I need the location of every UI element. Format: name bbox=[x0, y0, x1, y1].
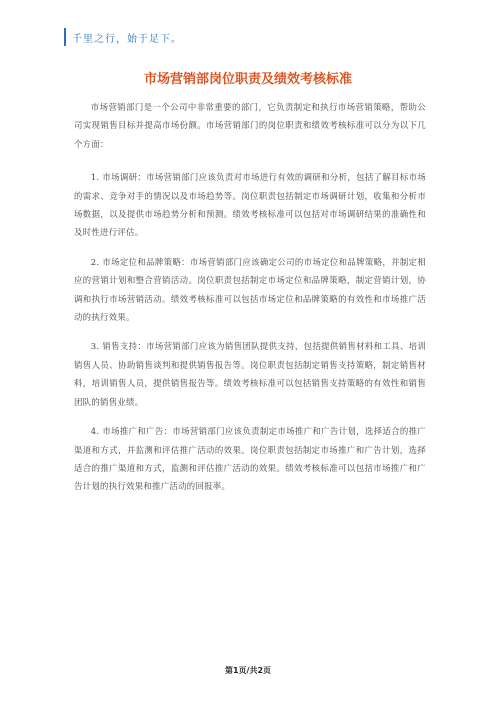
paragraph-market-research: 1. 市场调研：市场营销部门应该负责对市场进行有效的调研和分析，包括了解目标市场的需求、竞争对手的情况以及市场趋势等。岗位职责包括制定市场调研计划，收集和分析市场数据，以及提供市场趋势分析和预测。绩效考核标准可以包括对市场调研结果的准确性和及时性进行评估。 bbox=[74, 172, 426, 238]
page-header bbox=[64, 28, 182, 46]
paragraph-promotion-ads: 4. 市场推广和广告：市场营销部门应该负责制定市场推广和广告计划，选择适合的推广渠道和方式，并监测和评估推广活动的效果。岗位职责包括制定市场推广和广告计划，选择适合的推广渠道和方式，监测和评估推广活动的效果。绩效考核标准可以包括市场推广和广告计划的执行效果和推广活动的回报率。 bbox=[74, 426, 426, 492]
paragraph-sales-support: 3. 销售支持：市场营销部门应该为销售团队提供支持，包括提供销售材料和工具、培训销售人员、协助销售谈判和提供销售报告等。岗位职责包括制定销售支持策略，制定销售材料，培训销售人员，提供销售报告等。绩效考核标准可以包括销售支持策略的有效性和销售团队的销售业绩。 bbox=[74, 341, 426, 407]
intro-paragraph: 市场营销部门是一个公司中非常重要的部门，它负责制定和执行市场营销策略，帮助公司实现销售目标并提高市场份额。市场营销部门的岗位职责和绩效考核标准可以分为以下几个方面： bbox=[74, 102, 426, 149]
document-body bbox=[74, 98, 426, 507]
page-number: 第1页/共2页 bbox=[224, 666, 272, 675]
header-motto: 千里之行，始于足下。 bbox=[72, 33, 182, 45]
paragraph-positioning-brand: 2. 市场定位和品牌策略：市场营销部门应该确定公司的市场定位和品牌策略，并制定相应的营销计划和整合营销活动。岗位职责包括制定市场定位和品牌策略，制定营销计划，协调和执行市场营销活动。绩效考核标准可以包括市场定位和品牌策略的有效性和市场推广活动的执行效果。 bbox=[74, 256, 426, 323]
document-title: 市场营销部岗位职责及绩效考核标准 bbox=[143, 72, 352, 87]
